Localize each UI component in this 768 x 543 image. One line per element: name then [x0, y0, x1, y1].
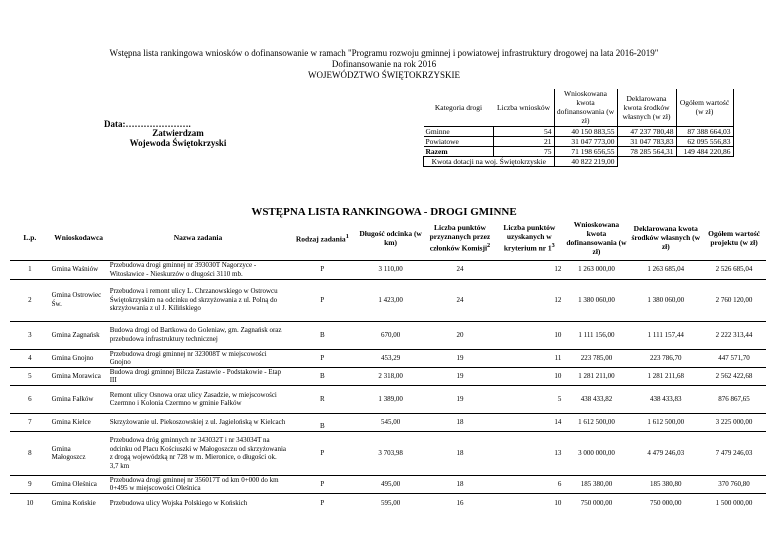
row-length: 1 423,00 — [356, 279, 424, 321]
row-points-criterion: 10 — [495, 321, 563, 349]
row-total: 2 222 313,44 — [702, 321, 766, 349]
summary-category: Gminne — [424, 126, 494, 136]
summary-total: 62 095 556,83 — [676, 136, 733, 146]
row-length: 3 703,98 — [356, 431, 424, 475]
header-points-criterion: Liczba punktów uzyskanych w kryterium nr $1^3$ — [503, 223, 556, 253]
row-points-criterion: 14 — [495, 413, 563, 431]
row-own: 185 380,80 — [629, 475, 702, 493]
summary-header-requested: Wnioskowana kwota dofinansowania (w zł) — [554, 89, 617, 126]
row-task: Budowa drogi od Bartkowa do Goleniaw, gm. Zagnańsk oraz przebudowa infrastruktury technicznej — [108, 321, 289, 349]
row-points-members: 18 — [425, 431, 495, 475]
row-task: Budowa drogi gminnej Bilcza Zastawie - Podstakowie - Etap III — [108, 367, 289, 385]
list-title: WSTĘPNA LISTA RANKINGOWA - DROGI GMINNE — [251, 206, 517, 218]
row-total: 447 571,70 — [702, 349, 766, 367]
row-own: 4 479 246,03 — [629, 431, 702, 475]
row-total: 1 500 000,00 — [702, 494, 766, 512]
row-own: 438 433,83 — [629, 385, 702, 413]
row-road-type: P — [288, 431, 356, 475]
row-requested: 1 111 156,00 — [563, 321, 629, 349]
row-requested: 750 000,00 — [563, 494, 629, 512]
header-requested: Wnioskowana kwota dofinansowania (w zł) — [566, 219, 627, 256]
row-applicant: Gmina Kielce — [50, 413, 108, 431]
row-task: Skrzyżowanie ul. Piekoszowskiej z ul. Jagielońską w Kielcach — [108, 413, 289, 431]
row-length: 453,29 — [356, 349, 424, 367]
summary-header-own: Deklarowana kwota środków własnych (w zł) — [617, 89, 676, 126]
row-task: Przebudowa drogi gminnej nr 356017T od km 0+000 do km 0+495 w miejscowości Oleśnica — [108, 475, 289, 493]
table-row — [10, 367, 766, 385]
row-requested: 223 785,00 — [563, 349, 629, 367]
summary-row — [424, 126, 734, 136]
row-own: 750 000,00 — [629, 494, 702, 512]
row-applicant: Gmina Oleśnica — [50, 475, 108, 493]
summary-own: 31 047 783,83 — [617, 136, 676, 146]
summary-total: 87 388 664,03 — [676, 126, 733, 136]
row-requested: 185 380,00 — [563, 475, 629, 493]
row-total: 3 225 000,00 — [702, 413, 766, 431]
row-total: 876 867,65 — [702, 385, 766, 413]
summary-count: 54 — [494, 126, 555, 136]
ranking-table — [10, 216, 766, 512]
row-lp: 1 — [10, 260, 50, 279]
summary-own: 78 285 564,31 — [617, 146, 676, 156]
row-points-criterion: 11 — [495, 349, 563, 367]
row-points-criterion: 12 — [495, 279, 563, 321]
row-length: 545,00 — [356, 413, 424, 431]
summary-header-count: Liczba wniosków — [496, 102, 551, 112]
row-requested: 1 263 000,00 — [563, 260, 629, 279]
row-length: 3 110,00 — [356, 260, 424, 279]
row-length: 595,00 — [356, 494, 424, 512]
table-row — [10, 385, 766, 413]
document-title: Wstępna lista rankingowa wniosków o dofinansowanie w ramach "Programu rozwoju gminnej i powiatowej infrastruktury drogowej na lata 2016-2019" — [109, 48, 659, 58]
row-points-criterion: 5 — [495, 385, 563, 413]
row-road-type: P — [288, 475, 356, 493]
row-own: 1 612 500,00 — [629, 413, 702, 431]
document-subtitle: Dofinansowanie na rok 2016 — [331, 59, 437, 69]
row-task: Remont ulicy Osnowa oraz ulicy Zasadzie, w miejscowości Czermno i Kolonia Czermno w gminie Fałków — [108, 385, 289, 413]
approval-block — [118, 128, 238, 148]
table-row — [10, 349, 766, 367]
row-applicant: Gmina Ostrowiec Św. — [50, 279, 108, 321]
summary-own: 47 237 780,48 — [617, 126, 676, 136]
header-task: Nazwa zadania — [173, 233, 223, 243]
row-points-criterion: 10 — [495, 494, 563, 512]
approval-line1: Zatwierdzam — [152, 128, 204, 138]
row-own: 1 263 685,04 — [629, 260, 702, 279]
row-total: 2 760 120,00 — [702, 279, 766, 321]
table-row — [10, 413, 766, 431]
row-road-type: B — [288, 413, 356, 431]
row-lp: 2 — [10, 279, 50, 321]
row-points-members: 18 — [425, 413, 495, 431]
row-task: Przebudowa i remont ulicy L. Chrzanowskiego w Ostrowcu Świętokrzyskim na odcinku od skrzyżowania z ul. Polną do skrzyżowania z ul J. Kilińskiego — [108, 279, 289, 321]
summary-total: 149 484 220,86 — [676, 146, 733, 156]
header-total: Ogółem wartość projektu (w zł) — [708, 228, 760, 247]
summary-requested: 31 047 773,00 — [554, 136, 617, 146]
table-row — [10, 260, 766, 279]
row-lp: 3 — [10, 321, 50, 349]
row-length: 495,00 — [356, 475, 424, 493]
row-lp: 6 — [10, 385, 50, 413]
row-length: 2 318,00 — [356, 367, 424, 385]
approval-line2: Wojewoda Świętokrzyski — [129, 138, 227, 148]
row-applicant: Gmina Małogoszcz — [50, 431, 108, 475]
row-points-members: 16 — [425, 494, 495, 512]
row-applicant: Gmina Zagnańsk — [50, 321, 108, 349]
row-applicant: Gmina Waśniów — [50, 260, 108, 279]
row-own: 1 111 157,44 — [629, 321, 702, 349]
row-lp: 7 — [10, 413, 50, 431]
row-requested: 3 000 000,00 — [563, 431, 629, 475]
row-points-members: 19 — [425, 367, 495, 385]
row-task: Przebudowa dróg gminnych nr 343032T i nr 343034T na odcinku od Placu Kościuszki w Małogoszczu od skrzyżowania z drogą wojewódzką nr 728 w m. Mieronice, o długości ok. 3,7 km — [108, 431, 289, 475]
row-points-criterion: 10 — [495, 367, 563, 385]
row-road-type: P — [288, 279, 356, 321]
row-points-criterion: 13 — [495, 431, 563, 475]
row-applicant: Gmina Fałków — [50, 385, 108, 413]
row-task: Przebudowa ulicy Wojska Polskiego w Końskich — [108, 494, 289, 512]
row-points-members: 19 — [425, 349, 495, 367]
row-total: 7 479 246,03 — [702, 431, 766, 475]
summary-header-category: Kategoria drogi — [434, 102, 483, 112]
summary-requested: 40 150 883,55 — [554, 126, 617, 136]
row-requested: 438 433,82 — [563, 385, 629, 413]
grant-label: Kwota dotacji na woj. Świętokrzyskie — [424, 156, 555, 166]
summary-category: Razem — [424, 146, 494, 156]
grant-value: 40 822 219,00 — [554, 156, 617, 166]
row-points-criterion: 6 — [495, 475, 563, 493]
row-points-members: 24 — [425, 260, 495, 279]
row-own: 1 380 060,00 — [629, 279, 702, 321]
row-road-type: P — [288, 349, 356, 367]
row-lp: 8 — [10, 431, 50, 475]
row-lp: 10 — [10, 494, 50, 512]
header-applicant: Wnioskodawca — [54, 233, 104, 243]
row-applicant: Gmina Gnojno — [50, 349, 108, 367]
row-lp: 9 — [10, 475, 50, 493]
row-road-type: P — [288, 494, 356, 512]
row-applicant: Gmina Morawica — [50, 367, 108, 385]
summary-table — [423, 89, 734, 167]
row-road-type: B — [288, 321, 356, 349]
row-length: 670,00 — [356, 321, 424, 349]
row-points-members: 18 — [425, 475, 495, 493]
header-own: Deklarowana kwota środków własnych (w zł) — [631, 224, 701, 252]
header-length: Długość odcinka (w km) — [359, 228, 422, 247]
row-task: Przebudowa drogi gminnej nr 393030T Nagorzyce - Witosławice - Nieskurzów o długości 3110 mb. — [108, 260, 289, 279]
header-road-type: Rodzaj zadania$^1$ — [295, 233, 349, 244]
row-total: 2 562 422,68 — [702, 367, 766, 385]
summary-row — [424, 146, 734, 156]
row-lp: 5 — [10, 367, 50, 385]
row-lp: 4 — [10, 349, 50, 367]
row-requested: 1 281 211,00 — [563, 367, 629, 385]
row-total: 2 526 685,04 — [702, 260, 766, 279]
summary-category: Powiatowe — [424, 136, 494, 146]
row-points-members: 19 — [425, 385, 495, 413]
summary-count: 21 — [494, 136, 555, 146]
row-requested: 1 380 060,00 — [563, 279, 629, 321]
row-points-members: 20 — [425, 321, 495, 349]
table-row — [10, 279, 766, 321]
date-label: Data:…………………. — [104, 119, 191, 129]
row-requested: 1 612 500,00 — [563, 413, 629, 431]
summary-requested: 71 198 656,55 — [554, 146, 617, 156]
row-total: 370 760,80 — [702, 475, 766, 493]
row-road-type: B — [288, 367, 356, 385]
row-applicant: Gmina Końskie — [50, 494, 108, 512]
row-points-members: 24 — [425, 279, 495, 321]
row-points-criterion: 12 — [495, 260, 563, 279]
row-own: 1 281 211,68 — [629, 367, 702, 385]
document-region: WOJEWÓDZTWO ŚWIĘTOKRZYSKIE — [307, 70, 461, 80]
table-row — [10, 494, 766, 512]
table-row — [10, 431, 766, 475]
row-own: 223 786,70 — [629, 349, 702, 367]
summary-row — [424, 136, 734, 146]
table-row — [10, 321, 766, 349]
row-road-type: R — [288, 385, 356, 413]
summary-count: 75 — [494, 146, 555, 156]
header-points-members: Liczba punktów przyznanych przez członków Komisji$^2$ — [429, 223, 491, 253]
summary-header-total: Ogółem wartość (w zł) — [676, 89, 733, 126]
row-task: Przebudowa drogi gminnej nr 323008T w miejscowości Gnojno — [108, 349, 289, 367]
table-row — [10, 475, 766, 493]
row-road-type: P — [288, 260, 356, 279]
header-lp: L.p. — [23, 233, 37, 243]
row-length: 1 389,00 — [356, 385, 424, 413]
